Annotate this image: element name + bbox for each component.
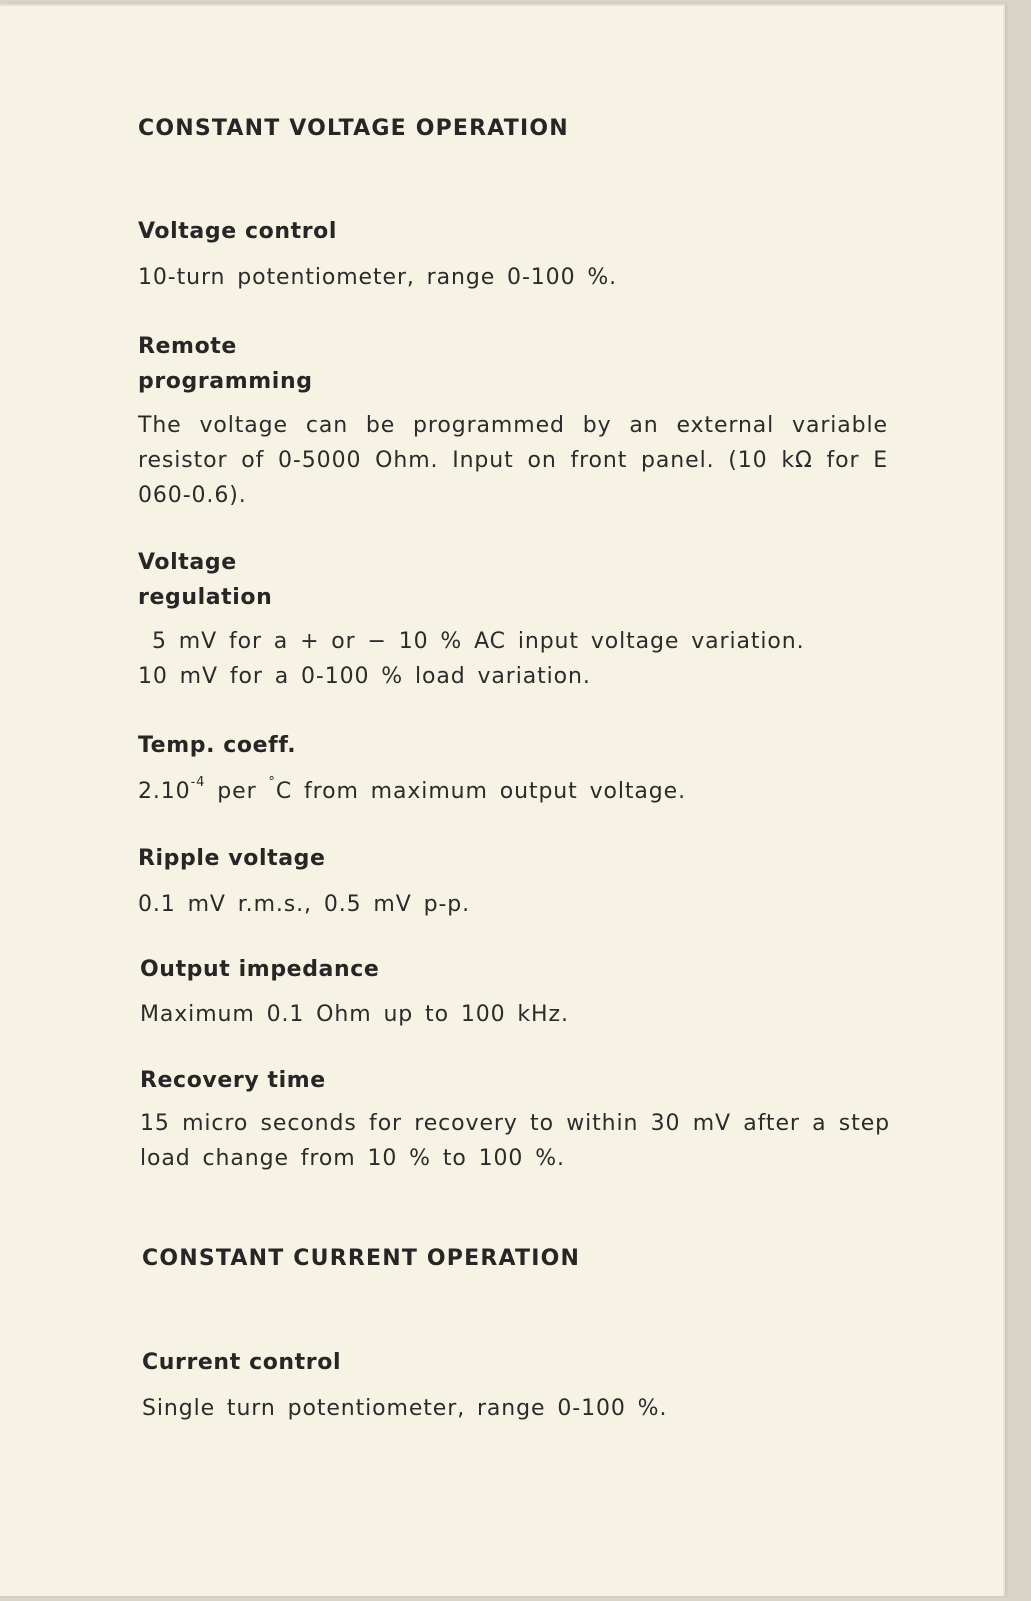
recovery-time-label: Recovery time: [140, 1068, 326, 1093]
voltage-regulation-line-1: 5 mV for a + or − 10 % AC input voltage variation.: [152, 629, 805, 654]
remote-programming-label: Remote programming: [138, 334, 313, 394]
constant-voltage-heading: CONSTANT VOLTAGE OPERATION: [138, 116, 569, 141]
voltage-regulation-text: [138, 624, 898, 694]
temp-coeff-rest: C from maximum output voltage.: [275, 779, 686, 804]
document-page: [0, 4, 1005, 1596]
current-control-label: Current control: [142, 1350, 342, 1375]
ripple-voltage-text: 0.1 mV r.m.s., 0.5 mV p-p.: [138, 892, 471, 917]
voltage-regulation-label: Voltage regulation: [138, 550, 273, 610]
degree-symbol: °: [268, 775, 276, 790]
voltage-control-label: Voltage control: [138, 219, 338, 244]
output-impedance-text: Maximum 0.1 Ohm up to 100 kHz.: [140, 1002, 569, 1027]
recovery-time-text: 15 micro seconds for recovery to within 30 mV after a step load change from 10 % to 100 %.: [140, 1111, 890, 1171]
voltage-control-text: 10-turn potentiometer, range 0-100 %.: [138, 265, 618, 290]
ripple-voltage-label: Ripple voltage: [138, 846, 326, 871]
remote-programming-text: The voltage can be programmed by an external variable resistor of 0-5000 Ohm. Input on front panel. (10 kΩ for E 060-0.6).: [138, 413, 888, 508]
temp-coeff-base: 2.10: [138, 779, 191, 804]
temp-coeff-label: Temp. coeff.: [138, 733, 297, 758]
current-control-text: Single turn potentiometer, range 0-100 %.: [142, 1396, 668, 1421]
voltage-regulation-line-2: 10 mV for a 0-100 % load variation.: [138, 664, 591, 689]
output-impedance-label: Output impedance: [140, 957, 380, 982]
constant-current-heading: CONSTANT CURRENT OPERATION: [142, 1246, 581, 1271]
temp-coeff-per: per: [217, 779, 257, 804]
temp-coeff-exponent: -4: [190, 775, 206, 790]
temp-coeff-text: [138, 774, 898, 809]
